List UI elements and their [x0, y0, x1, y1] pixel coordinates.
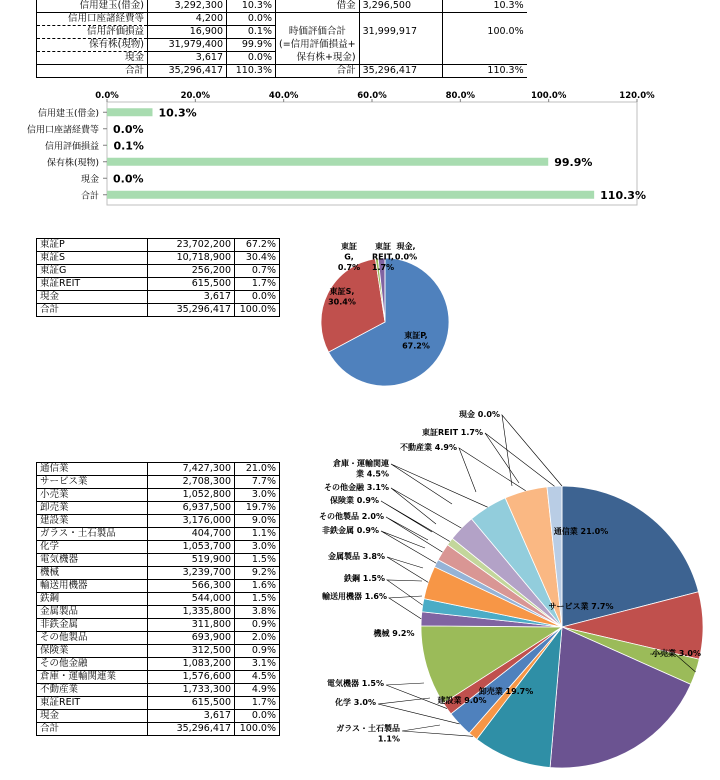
- row-label: その他製品: [37, 632, 148, 645]
- row-label: 建設業: [37, 515, 148, 528]
- pie-data-label: 1.7%: [371, 263, 395, 272]
- row-percent: 0.0%: [227, 52, 276, 65]
- right-row-amount: 35,296,417: [359, 65, 442, 78]
- table-row: [37, 304, 280, 317]
- row-label: 機械: [37, 567, 148, 580]
- margin-table-row: [37, 39, 527, 52]
- pie-data-label: サービス業 7.7%: [548, 602, 614, 611]
- right-row-amount: 31,999,917: [359, 26, 442, 39]
- pie-data-label: 0.0%: [394, 252, 418, 262]
- table-row: [37, 502, 280, 515]
- table-row: [37, 554, 280, 567]
- row-amount: 3,617: [148, 710, 235, 723]
- x-tick-label: 20.0%: [180, 91, 211, 101]
- pie-data-label: 東証S,: [329, 287, 355, 296]
- empty-cell: [276, 13, 360, 26]
- row-label: 合計: [37, 65, 148, 78]
- x-tick-label: 0.0%: [95, 91, 119, 101]
- row-amount: 10,718,900: [148, 252, 235, 265]
- row-label: 東証P: [37, 239, 148, 252]
- row-amount: 3,239,700: [148, 567, 235, 580]
- row-percent: 0.7%: [235, 265, 280, 278]
- bar-data-label: 0.1%: [113, 139, 144, 153]
- pie-data-label: 倉庫・運輸関連: [333, 459, 389, 468]
- row-label: 東証G: [37, 265, 148, 278]
- table-row: [37, 710, 280, 723]
- x-tick-label: 60.0%: [357, 91, 387, 101]
- row-percent: 7.7%: [235, 476, 280, 489]
- row-percent: 0.0%: [235, 710, 280, 723]
- table-row: [37, 671, 280, 684]
- row-amount: 1,733,300: [148, 684, 235, 697]
- row-amount: 7,427,300: [148, 463, 235, 476]
- table-row: [37, 541, 280, 554]
- y-category-label: 保有株(現物): [46, 158, 99, 169]
- table-row: [37, 265, 280, 278]
- table-row: [37, 278, 280, 291]
- row-amount: 23,702,200: [148, 239, 235, 252]
- leader-line: [387, 557, 428, 582]
- row-label: 通信業: [37, 463, 148, 476]
- leader-line: [459, 448, 526, 492]
- pie-data-label: 通信業 21.0%: [553, 527, 609, 536]
- row-label: 輸送用機器: [37, 580, 148, 593]
- row-percent: 3.0%: [235, 541, 280, 554]
- pie-data-label: 不動産業 4.9%: [400, 443, 457, 452]
- table-row: [37, 632, 280, 645]
- market-table: [36, 238, 280, 317]
- bar: [107, 108, 152, 116]
- row-label: 現金: [37, 52, 148, 65]
- row-percent: 99.9%: [227, 39, 276, 52]
- row-label: 小売業: [37, 489, 148, 502]
- pie-data-label: 67.2%: [402, 341, 430, 351]
- row-percent: 4.5%: [235, 671, 280, 684]
- table-row: [37, 463, 280, 476]
- pie-data-label: 化学 3.0%: [335, 698, 376, 707]
- pie-data-label: 金属製品 3.8%: [328, 552, 385, 561]
- row-label: 保険業: [37, 645, 148, 658]
- row-label: 東証REIT: [37, 278, 148, 291]
- y-category-label: 信用建玉(借金): [37, 108, 99, 119]
- pie-data-label: 東証: [341, 242, 357, 251]
- right-row-percent: [442, 39, 527, 52]
- margin-bar-chart: [0, 88, 720, 218]
- row-percent: 1.7%: [235, 697, 280, 710]
- row-percent: 67.2%: [235, 239, 280, 252]
- pie-data-label: 機械 9.2%: [373, 629, 415, 638]
- table-row: [37, 239, 280, 252]
- pie-data-label: 東証REIT 1.7%: [421, 428, 483, 437]
- right-row-label: 時価評価合計: [276, 26, 360, 39]
- row-percent: 0.1%: [227, 26, 276, 39]
- row-percent: 100.0%: [235, 304, 280, 317]
- row-label: 信用建玉(借金): [37, 0, 148, 13]
- margin-table-row: [37, 26, 527, 39]
- leader-line: [391, 464, 488, 507]
- row-label: 東証S: [37, 252, 148, 265]
- bar: [107, 191, 594, 199]
- row-amount: 615,500: [148, 697, 235, 710]
- right-row-percent: 110.3%: [442, 65, 527, 78]
- table-row: [37, 515, 280, 528]
- row-label: 非鉄金属: [37, 619, 148, 632]
- x-tick-label: 100.0%: [530, 91, 567, 101]
- row-percent: 0.0%: [235, 291, 280, 304]
- row-label: 合計: [37, 304, 148, 317]
- row-amount: 1,576,600: [148, 671, 235, 684]
- pie-data-label: 非鉄金属 0.9%: [322, 526, 379, 535]
- margin-table: [36, 0, 527, 78]
- pie-data-label: 業 4.5%: [356, 469, 389, 479]
- row-label: サービス業: [37, 476, 148, 489]
- right-row-amount: 3,296,500: [359, 0, 442, 13]
- right-row-label: 保有株+現金): [276, 52, 360, 65]
- table-row: [37, 684, 280, 697]
- table-row: [37, 291, 280, 304]
- row-percent: 0.9%: [235, 645, 280, 658]
- margin-table-row: [37, 65, 527, 78]
- pie-data-label: 卸売業 19.7%: [478, 687, 534, 696]
- bar-data-label: 10.3%: [158, 106, 197, 120]
- table-row: [37, 697, 280, 710]
- empty-cell: [359, 13, 442, 26]
- row-amount: 1,052,800: [148, 489, 235, 502]
- row-amount: 4,200: [148, 13, 227, 26]
- row-label: 保有株(現物): [37, 39, 148, 52]
- row-label: ガラス・土石製品: [37, 528, 148, 541]
- row-label: 鉄鋼: [37, 593, 148, 606]
- row-percent: 3.8%: [235, 606, 280, 619]
- row-percent: 9.0%: [235, 515, 280, 528]
- row-label: 信用評価損益: [37, 26, 148, 39]
- row-label: 現金: [37, 291, 148, 304]
- row-label: 化学: [37, 541, 148, 554]
- pie-data-label: 東証: [375, 242, 391, 251]
- row-percent: 100.0%: [235, 723, 280, 736]
- row-percent: 1.7%: [235, 278, 280, 291]
- row-percent: 9.2%: [235, 567, 280, 580]
- row-percent: 10.3%: [227, 0, 276, 13]
- row-amount: 35,296,417: [148, 304, 235, 317]
- right-row-amount: [359, 39, 442, 52]
- pie-data-label: 現金,: [396, 242, 416, 251]
- row-amount: 35,296,417: [148, 723, 235, 736]
- row-label: 不動産業: [37, 684, 148, 697]
- row-amount: 3,176,000: [148, 515, 235, 528]
- row-amount: 35,296,417: [148, 65, 227, 78]
- row-amount: 31,979,400: [148, 39, 227, 52]
- row-percent: 1.5%: [235, 593, 280, 606]
- table-row: [37, 528, 280, 541]
- row-label: 信用口座諸経費等: [37, 13, 148, 26]
- row-percent: 2.0%: [235, 632, 280, 645]
- pie-data-label: 現金 0.0%: [459, 410, 500, 419]
- row-percent: 1.1%: [235, 528, 280, 541]
- row-percent: 1.5%: [235, 554, 280, 567]
- table-row: [37, 658, 280, 671]
- row-amount: 2,708,300: [148, 476, 235, 489]
- y-category-label: 合計: [80, 191, 99, 202]
- margin-table-row: [37, 0, 527, 13]
- pie-data-label: REIT,: [372, 252, 394, 262]
- right-row-percent: 100.0%: [442, 26, 527, 39]
- leader-line: [391, 488, 461, 528]
- sector-table: [36, 462, 280, 736]
- table-row: [37, 252, 280, 265]
- table-row: [37, 476, 280, 489]
- row-percent: 1.6%: [235, 580, 280, 593]
- table-row: [37, 580, 280, 593]
- x-tick-label: 40.0%: [268, 91, 299, 101]
- row-amount: 3,617: [148, 52, 227, 65]
- row-amount: 1,053,700: [148, 541, 235, 554]
- bar-data-label: 0.0%: [113, 122, 144, 136]
- row-amount: 311,800: [148, 619, 235, 632]
- empty-cell: [442, 13, 527, 26]
- pie-data-label: 東証P,: [404, 331, 428, 340]
- leader-line: [502, 415, 562, 486]
- row-amount: 16,900: [148, 26, 227, 39]
- row-amount: 1,335,800: [148, 606, 235, 619]
- right-row-label: 借金: [276, 0, 360, 13]
- pie-data-label: 1.1%: [377, 734, 400, 744]
- row-amount: 6,937,500: [148, 502, 235, 515]
- row-amount: 544,000: [148, 593, 235, 606]
- row-label: 卸売業: [37, 502, 148, 515]
- row-label: 電気機器: [37, 554, 148, 567]
- y-category-label: 信用口座諸経費等: [26, 125, 99, 136]
- table-row: [37, 593, 280, 606]
- pie-data-label: 電気機器 1.5%: [327, 679, 384, 688]
- row-amount: 519,900: [148, 554, 235, 567]
- row-amount: 1,083,200: [148, 658, 235, 671]
- row-label: 合計: [37, 723, 148, 736]
- row-percent: 0.9%: [235, 619, 280, 632]
- pie-data-label: 0.7%: [337, 263, 361, 272]
- row-amount: 256,200: [148, 265, 235, 278]
- pie-data-label: 小売業 3.0%: [652, 649, 701, 658]
- row-label: 金属製品: [37, 606, 148, 619]
- pie-data-label: ガラス・土石製品: [336, 724, 400, 733]
- row-percent: 4.9%: [235, 684, 280, 697]
- table-row: [37, 489, 280, 502]
- pie-data-label: 輸送用機器 1.6%: [322, 592, 387, 601]
- bar-data-label: 99.9%: [554, 155, 593, 169]
- y-category-label: 信用評価損益: [44, 141, 99, 152]
- pie-data-label: G,: [344, 252, 354, 262]
- leader-line: [387, 580, 423, 605]
- sector-pie-chart: [290, 400, 720, 780]
- table-row: [37, 645, 280, 658]
- row-label: 現金: [37, 710, 148, 723]
- row-amount: 566,300: [148, 580, 235, 593]
- table-row: [37, 606, 280, 619]
- right-row-percent: [442, 52, 527, 65]
- pie-data-label: その他製品 2.0%: [319, 512, 384, 521]
- y-category-label: 現金: [80, 174, 99, 185]
- row-label: 東証REIT: [37, 697, 148, 710]
- row-percent: 110.3%: [227, 65, 276, 78]
- row-percent: 30.4%: [235, 252, 280, 265]
- row-percent: 3.0%: [235, 489, 280, 502]
- right-row-label: (=信用評価損益+: [276, 39, 360, 52]
- margin-table-row: [37, 52, 527, 65]
- x-tick-label: 120.0%: [619, 91, 655, 101]
- right-row-label: 合計: [276, 65, 360, 78]
- x-tick-label: 80.0%: [445, 91, 476, 101]
- right-row-amount: [359, 52, 442, 65]
- row-label: 倉庫・運輸関連業: [37, 671, 148, 684]
- row-percent: 19.7%: [235, 502, 280, 515]
- pie-data-label: 建設業 9.0%: [437, 696, 487, 705]
- margin-table-row: [37, 13, 527, 26]
- bar: [107, 158, 548, 166]
- leader-line: [389, 596, 422, 619]
- row-amount: 404,700: [148, 528, 235, 541]
- row-amount: 615,500: [148, 278, 235, 291]
- market-pie-chart: [300, 232, 470, 392]
- table-row: [37, 567, 280, 580]
- table-row: [37, 723, 280, 736]
- leader-line: [485, 433, 554, 486]
- row-amount: 3,292,300: [148, 0, 227, 13]
- right-row-percent: 10.3%: [442, 0, 527, 13]
- row-amount: 312,500: [148, 645, 235, 658]
- pie-data-label: 30.4%: [328, 297, 356, 307]
- row-percent: 0.0%: [227, 13, 276, 26]
- bar-data-label: 110.3%: [600, 188, 646, 202]
- row-label: その他金融: [37, 658, 148, 671]
- pie-data-label: 保険業 0.9%: [330, 496, 379, 505]
- pie-data-label: その他金融 3.1%: [324, 483, 389, 492]
- bar-data-label: 0.0%: [113, 172, 144, 186]
- row-amount: 3,617: [148, 291, 235, 304]
- row-percent: 21.0%: [235, 463, 280, 476]
- table-row: [37, 619, 280, 632]
- row-percent: 3.1%: [235, 658, 280, 671]
- row-amount: 693,900: [148, 632, 235, 645]
- pie-data-label: 鉄鋼 1.5%: [344, 574, 385, 583]
